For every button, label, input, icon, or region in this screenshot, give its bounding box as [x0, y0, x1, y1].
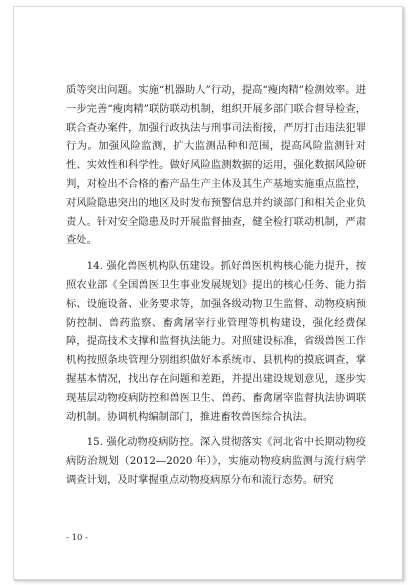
- paragraph-continuation: 质等突出问题。实施“机器助人”行动，提高“瘦肉精”检测效率。进一步完善“瘦肉精”联防联动机制，组织开展多部门联合督导检查，联合查办案件，加强行政执法与刑事司法衔接，严厉打击违法犯罪行为。加强风险监测，扩大监测品种和范围，提高风险监测针对性、实效性和科学性。做好风险监测数据的运用，强化数据风险研判，对检出不合格的畜产品生产主体及其生产基地实施重点监控，对风险隐患突出的地区及时发布预警信息并约谈部门和相关企业负责人。针对安全隐患及时开展监督抽查，健全检打联动机制，严肃查处。: [66, 84, 366, 247]
- document-page: [13, 6, 403, 580]
- paragraph-15-disease-control: 15. 强化动物疫病防控。深入贯彻落实《河北省中长期动物疫病防治规划（2012—2020 年）》，实施动物疫病监测与流行病学调查计划，及时掌握重点动物疫病原分布和流行态势。研究: [66, 436, 366, 486]
- body-text: [66, 81, 366, 490]
- paragraph-14-veterinary-institutions: 14. 强化兽医机构队伍建设。抓好兽医机构核心能力提升，按照农业部《全国兽医卫生事业发展规划》提出的核心任务、能力指标、设施设备、业务要求等，加强各级动物卫生监督、动物疫病预防控制、兽药监察、畜禽屠宰行业管理等机构建设，强化经费保障，提高技术支撑和监督执法能力。对照建设标准，省级兽医工作机构按照条块管理分别组织做好本系统市、县机构的摸底调查，掌握基本情况，找出存在问题和差距，并提出建设规划意见，逐步实现基层动物疫病防控和兽医卫生、兽药、畜禽屠宰监督执法协调联动机制。协调机构编制部门，推进畜牧兽医综合执法。: [66, 260, 366, 423]
- page-number: - 10 -: [66, 533, 88, 543]
